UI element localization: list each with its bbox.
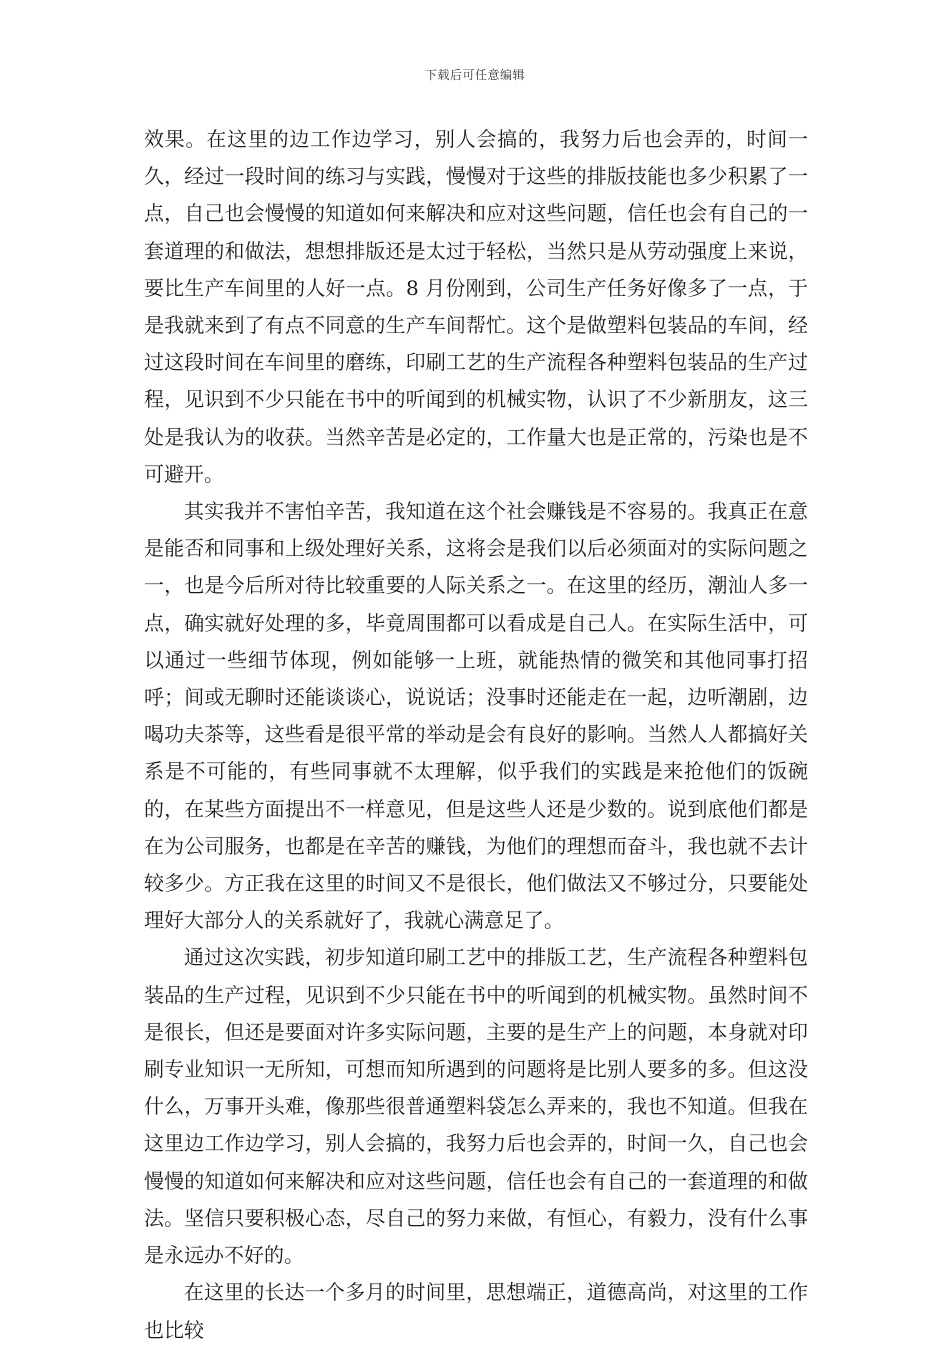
paragraph-3: 通过这次实践，初步知道印刷工艺中的排版工艺，生产流程各种塑料包装品的生产过程，见识到不少只能在书中的听闻到的机械实物。虽然时间不是很长，但还是要面对许多实际问题，主要的是生产上的问题，本身就对印刷专业知识一无所知，可想而知所遇到的问题将是比别人要多的多。但这没什么，万事开头难，像那些很普通塑料袋怎么弄来的，我也不知道。但我在这里边工作边学习，别人会搞的，我努力后也会弄的，时间一久，自己也会慢慢的知道如何来解决和应对这些问题，信任也会有自己的一套道理的和做法。坚信只要积极心态，尽自己的努力来做，有恒心，有毅力，没有什么事是永远办不好的。 — [144, 945, 808, 1268]
document-body — [144, 121, 808, 1349]
paragraph-4: 在这里的长达一个多月的时间里，思想端正，道德高尚，对这里的工作也比较 — [144, 1280, 808, 1342]
paragraph-1: 效果。在这里的边工作边学习，别人会搞的，我努力后也会弄的，时间一久，经过一段时间的练习与实践，慢慢对于这些的排版技能也多少积累了一点，自己也会慢慢的知道如何来解决和应对这些问题，信任也会有自己的一套道理的和做法，想想排版还是太过于轻松，当然只是从劳动强度上来说，要比生产车间里的人好一点。8 月份刚到，公司生产任务好像多了一点，于是我就来到了有点不同意的生产车间帮忙。这个是做塑料包装品的车间，经过这段时间在车间里的磨练，印刷工艺的生产流程各种塑料包装品的生产过程，见识到不少只能在书中的听闻到的机械实物，认识了不少新朋友，这三处是我认为的收获。当然辛苦是必定的，工作量大也是正常的，污染也是不可避开。 — [144, 127, 808, 486]
page-header: 下载后可任意编辑 — [424, 68, 525, 82]
paragraph-2: 其实我并不害怕辛苦，我知道在这个社会赚钱是不容易的。我真正在意是能否和同事和上级处理好关系，这将会是我们以后必须面对的实际问题之一，也是今后所对待比较重要的人际关系之一。在这里的经历，潮汕人多一点，确实就好处理的多，毕竟周围都可以看成是自己人。在实际生活中，可以通过一些细节体现，例如能够一上班，就能热情的微笑和其他同事打招呼；间或无聊时还能谈谈心，说说话；没事时还能走在一起，边听潮剧，边喝功夫茶等，这些看是很平常的举动是会有良好的影响。当然人人都搞好关系是不可能的，有些同事就不太理解，似乎我们的实践是来抢他们的饭碗的，在某些方面提出不一样意见，但是这些人还是少数的。说到底他们都是在为公司服务，也都是在辛苦的赚钱，为他们的理想而奋斗，我也就不去计较多少。方正我在这里的时间又不是很长，他们做法又不够过分，只要能处理好大部分人的关系就好了，我就心满意足了。 — [144, 499, 808, 933]
